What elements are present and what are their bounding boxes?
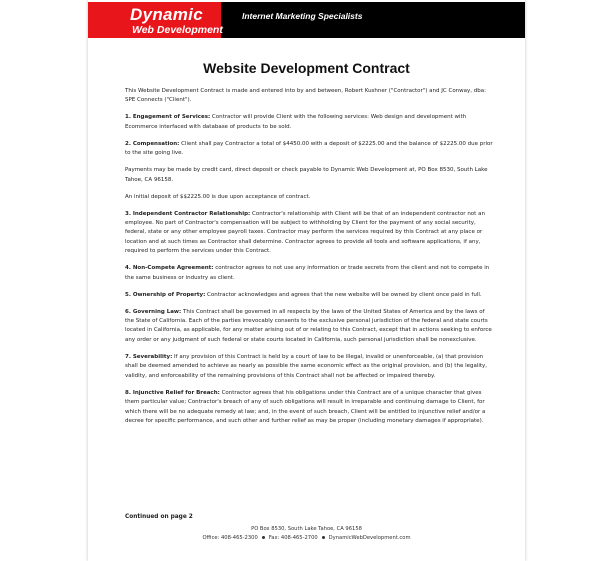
section-heading: 4. Non-Compete Agreement: bbox=[125, 265, 214, 272]
section-text: Contractor agrees that his obligations under this Contract are of a unique character that gives them particular value; Contractor's breach of any of such obligations will result in irreparable and continuing damage to Client, for which there will be no adequate remedy at law; and, in the event of such breach, Client will be entitled to injunctive relief and/or a decree for specific performance, and such other and further relief as may be proper (including monetary damages if appropriate). bbox=[125, 389, 486, 424]
letterhead bbox=[88, 2, 525, 38]
section-heading: 5. Ownership of Property: bbox=[125, 291, 206, 298]
section-text: Client shall pay Contractor a total of $4450.00 with a deposit of $2225.00 and the balance of $2225.00 due prior to the site going live. bbox=[125, 140, 493, 157]
section-heading: 7. Severability: bbox=[125, 353, 173, 360]
section-text: Contractor will provide Client with the following services: Web design and development with Ecommerce interfaced with database of products to be sold. bbox=[125, 114, 467, 130]
footer-fax: Fax: 408-465-2700 bbox=[268, 535, 318, 541]
section-heading: 6. Governing Law: bbox=[125, 308, 182, 315]
section-engagement bbox=[125, 113, 495, 132]
section-text: Payments may be made by credit card, direct deposit or check payable to Dynamic Web Development at, PO Box 8530, South Lake Tahoe, CA 96158. bbox=[125, 167, 488, 183]
bullet-separator bbox=[262, 536, 265, 539]
section-text: Contractor acknowledges and agrees that the new website will be owned by client once paid in full. bbox=[207, 291, 482, 298]
section-non-compete bbox=[125, 264, 495, 283]
section-compensation bbox=[125, 140, 495, 159]
section-severability bbox=[125, 353, 495, 381]
contract-body bbox=[125, 87, 495, 434]
section-text: If any provision of this Contract is held by a court of law to be illegal, invalid or unenforceable, (a) that provision shall be deemed amended to achieve as nearly as possible the same economic effect as the original provision, and (b) the legality, validity, and enforceability of the remaining provisions of this Contract shall not be affected or impaired thereby. bbox=[125, 353, 488, 379]
section-heading: 3. Independent Contractor Relationship: bbox=[125, 210, 251, 217]
section-text: Contractor's relationship with Client will be that of an independent contractor not an employee. No part of Contractor's compensation will be subject to withholding by Client for the payment of any social security, federal, state or any other employee payroll taxes. Contractor may perform the services required by this Contract at any place or location and at such times as Contractor shall determine. Contractor agrees to provide all tools and software applications, if any, required to perform the services under this Contract. bbox=[125, 210, 485, 255]
brand-subtitle: Web Development bbox=[132, 24, 223, 36]
section-heading: 2. Compensation: bbox=[125, 140, 180, 147]
document-title: Website Development Contract bbox=[203, 60, 410, 76]
brand-name: Dynamic bbox=[130, 5, 203, 24]
section-independent-contractor bbox=[125, 210, 495, 257]
section-heading: 1. Engagement of Services: bbox=[125, 114, 211, 121]
intro-paragraph: This Website Development Contract is made and entered into by and between, Robert Kushner ("Contractor") and JC Conway, dba: SPE Connects ("Client"). bbox=[125, 88, 486, 104]
footer-office: Office: 408-465-2300 bbox=[202, 535, 258, 541]
section-ownership bbox=[125, 291, 495, 300]
section-text: An initial deposit of $$2225.00 is due upon acceptance of contract. bbox=[125, 193, 311, 200]
section-heading: 8. Injunctive Relief for Breach: bbox=[125, 389, 220, 396]
bullet-separator bbox=[322, 536, 325, 539]
initial-deposit-paragraph bbox=[125, 193, 495, 202]
continued-note: Continued on page 2 bbox=[125, 514, 193, 520]
payment-methods-paragraph bbox=[125, 166, 495, 185]
footer-website: DynamicWebDevelopment.com bbox=[328, 535, 411, 541]
footer-address: PO Box 8530, South Lake Tahoe, CA 96158 bbox=[251, 526, 362, 532]
section-governing-law bbox=[125, 308, 495, 346]
section-text: contractor agrees to not use any information or trade secrets from the client and not to compete in the same business or industry as client. bbox=[125, 265, 490, 281]
section-text: This Contract shall be governed in all respects by the laws of the United States of America and by the laws of the State of California. Each of the parties irrevocably consents to the exclusive personal jurisdiction of the federal and state courts located in California, as applicable, for any matter arising out of or relating to this Contract, except that in actions seeking to enforce any order or any judgment of such federal or state courts located in California, such personal jurisdiction shall be nonexclusive. bbox=[125, 308, 492, 343]
section-injunctive-relief bbox=[125, 389, 495, 427]
tagline: Internet Marketing Specialists bbox=[242, 11, 363, 21]
contract-page bbox=[88, 0, 525, 561]
footer-contacts bbox=[88, 535, 525, 541]
